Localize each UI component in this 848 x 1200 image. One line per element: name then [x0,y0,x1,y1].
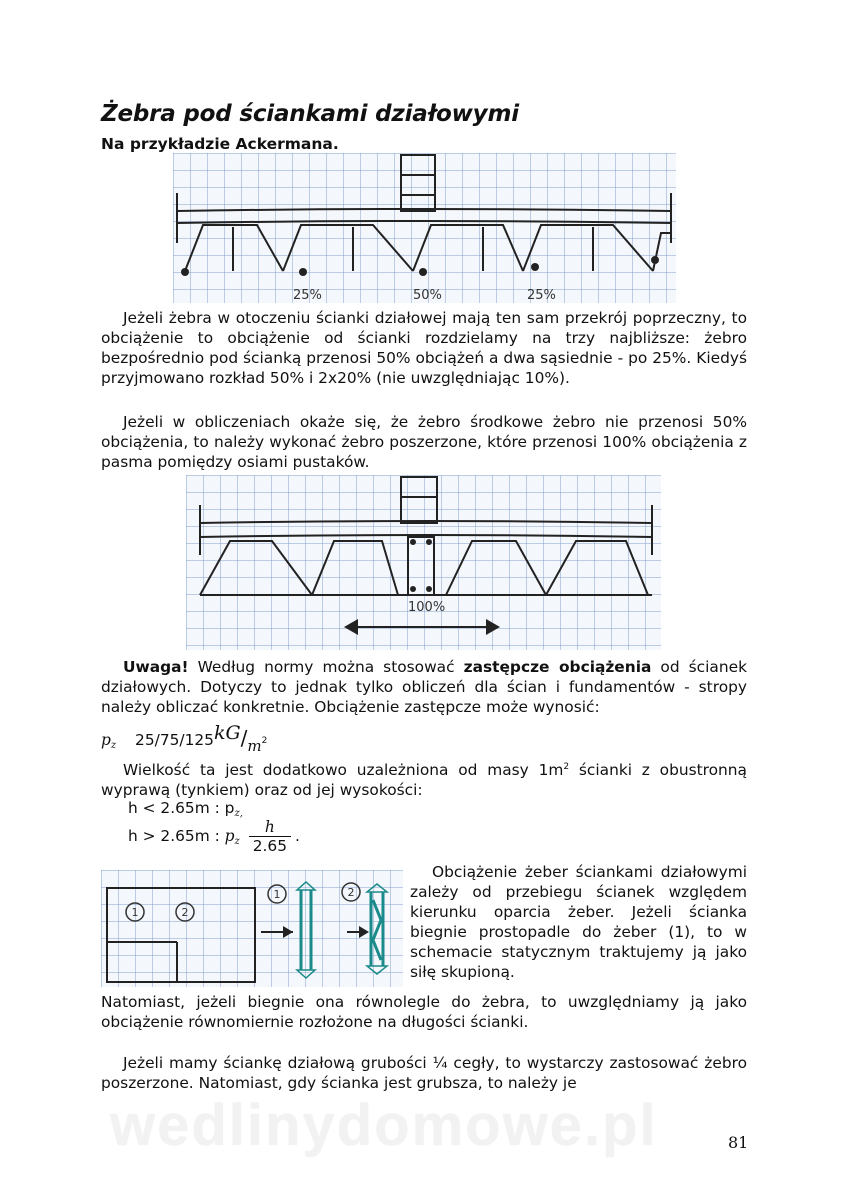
formula-subscript: z [110,740,117,751]
formula-unit-num: kG [213,722,241,744]
formula-symbol: p [101,731,111,749]
condition-2-end: . [295,827,300,845]
figure3-label-2a: 2 [181,906,189,919]
paragraph-5-full: Natomiast, jeżeli biegnie ona równolegle do żebra, to uwzględniamy ją jako obciążenie równomiernie rozłożone na długości ścianki. [101,993,747,1031]
condition-1-text: h < 2.65m : p [128,799,235,817]
figure-ribs-load-distribution [173,153,676,303]
wall-orientation-sketch [101,870,403,987]
label-50: 50% [413,288,442,303]
paragraph-3-text-a: Według normy można stosować [188,658,464,676]
formula-replacement-load: $p_z$ $25/75/125kG/m^2$ [101,722,268,755]
section-title: Żebra pod ściankami działowymi [101,101,519,127]
label-25-left: 25% [293,288,322,303]
figure3-label-2b: 2 [347,886,355,899]
label-100: 100% [408,600,446,615]
formula-values: 25/75/125 [135,731,214,749]
figure3-label-1b: 1 [273,888,281,901]
condition-1-sub: z, [234,808,243,819]
condition-2-text: h > 2.65m : [128,827,225,845]
paragraph-4 [101,757,747,800]
fraction-numerator: h [249,818,291,837]
formula-unit-exp: 2 [261,736,268,746]
widened-rib-sketch [186,475,661,650]
figure3-label-1a: 1 [131,906,139,919]
paragraph-3-text-b: od ścianek działowych. Dotyczy to jednak tylko obliczeń dla ścian i fundamentów - stropy należy obliczać konkretnie. Obciążenie zastępcze może wynosić: [101,658,747,716]
watermark: wedlinydomowe.pl [110,1093,658,1158]
condition-high-height [128,818,300,855]
paragraph-3 [101,657,747,717]
paragraph-5-side: Obciążenie żeber ściankami działowymi zależy od przebiegu ścianek względem kierunku oparcia żeber. Jeżeli ścianka biegnie prostopadle do żeber (1), to w schemacie statycznym traktujemy ją jako siłę skupioną. [410,863,747,981]
condition-2-symbol: p [224,827,235,845]
paragraph-6: Jeżeli mamy ściankę działową grubości ¼ cegły, to wystarczy zastosować żebro poszerzone. Natomiast, gdy ścianka jest grubsza, to należy je [101,1054,747,1092]
figure-wall-orientation [101,870,403,987]
warning-label: Uwaga! [123,658,189,676]
paragraph-1: Jeżeli żebra w otoczeniu ścianki działowej mają ten sam przekrój poprzeczny, to obciążenie to obciążenie od ścianki rozdzielamy na trzy najbliższe: żebro bezpośrednio pod ścianką przenosi 50% obciążeń a dwa sąsiednie - po 25%. Kiedyś przyjmowano rozkład 50% i 2x20% (nie uwzględniając 10%). [101,309,747,387]
paragraph-4-text-a: Wielkość ta jest dodatkowo uzależniona od masy 1m [123,761,564,780]
paragraph-4-text-b: ścianki z obustronną wyprawą (tynkiem) oraz od jej wysokości: [101,761,747,800]
formula-unit-den: m [247,737,262,755]
condition-2-fraction [249,818,291,855]
section-subtitle: Na przykładzie Ackermana. [101,135,339,153]
page-number: 81 [728,1133,749,1152]
condition-low-height [128,799,243,819]
fraction-denominator: 2.65 [252,837,287,855]
label-25-right: 25% [527,288,556,303]
ribs-sketch [173,153,676,303]
paragraph-4-sup: 2 [563,762,570,772]
condition-2-sub: z [234,836,240,847]
figure-widened-rib [186,475,661,650]
paragraph-3-bold: zastępcze obciążenia [463,658,652,676]
paragraph-2: Jeżeli w obliczeniach okaże się, że żebro środkowe żebro nie przenosi 50% obciążenia, to należy wykonać żebro poszerzone, które przenosi 100% obciążenia z pasma pomiędzy osiami pustaków. [101,413,747,471]
